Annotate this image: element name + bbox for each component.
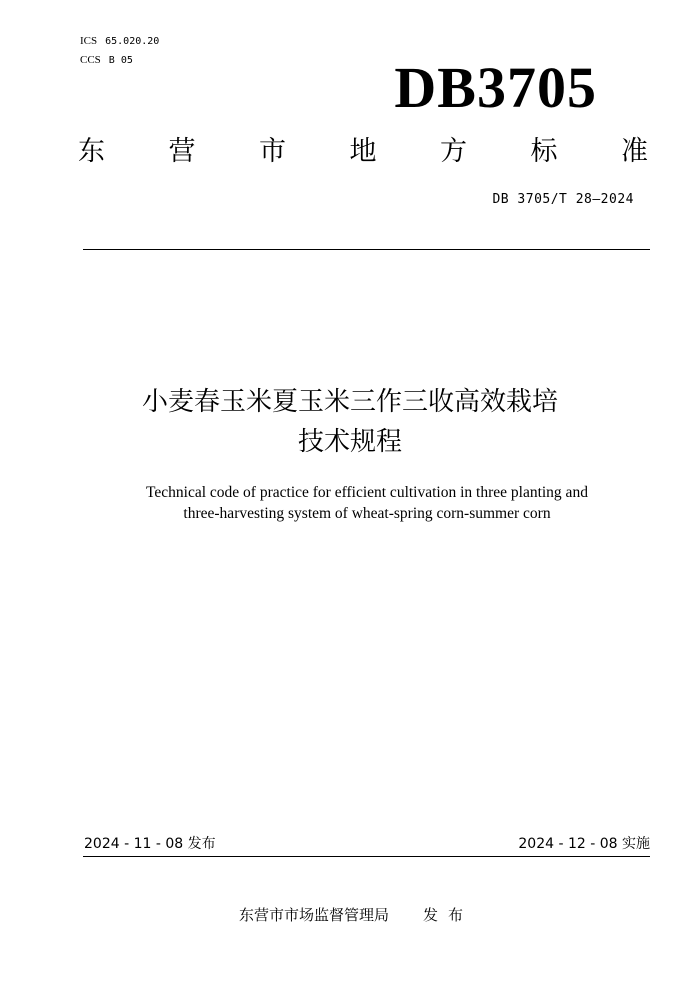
ccs-label: CCS <box>80 54 101 66</box>
english-title-line: three-harvesting system of wheat-spring corn-summer corn <box>183 505 551 522</box>
standard-type-char: 市 <box>259 136 286 167</box>
publish-label: 发布 <box>423 906 474 924</box>
standard-type-char: 营 <box>168 136 196 167</box>
footer-divider <box>83 856 650 857</box>
issuer-line <box>239 905 473 925</box>
chinese-title <box>0 382 700 462</box>
standard-number: DB 3705/T 28—2024 <box>492 192 634 207</box>
ccs-code: B 05 <box>108 55 133 66</box>
issue-date: 2024 - 11 - 08 发布 <box>84 836 216 852</box>
english-title-line: Technical code of practice for efficient cultivation in three planting and <box>146 484 588 501</box>
standard-type-char: 地 <box>349 136 377 167</box>
ics-label: ICS <box>80 35 98 47</box>
ics-classification <box>80 34 159 49</box>
standard-type-char: 方 <box>440 136 467 167</box>
implementation-date: 2024 - 12 - 08 实施 <box>518 836 650 852</box>
chinese-title-line: 小麦春玉米夏玉米三作三收高效栽培 <box>141 387 558 417</box>
issuer-name: 东营市市场监督管理局 <box>239 906 390 924</box>
db-logo: DB3705 <box>394 55 597 120</box>
chinese-title-line: 技术规程 <box>297 427 402 457</box>
ics-code: 65.020.20 <box>105 36 160 47</box>
standard-type-char: 准 <box>621 136 648 167</box>
standard-type <box>78 134 648 170</box>
ccs-classification <box>80 53 133 68</box>
header-divider <box>83 249 650 250</box>
standard-type-char: 东 <box>78 136 105 167</box>
standard-type-char: 标 <box>530 136 558 167</box>
english-title <box>0 482 700 524</box>
